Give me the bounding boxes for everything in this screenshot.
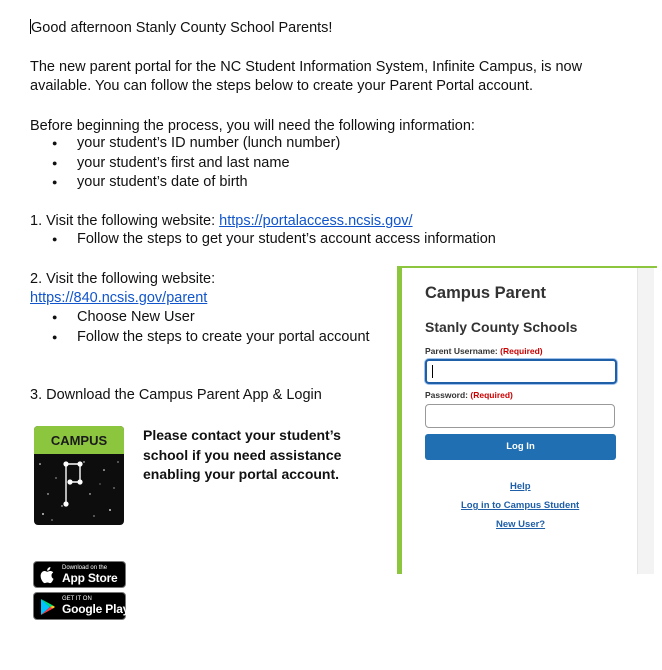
list-item: ● your student’s first and last name: [52, 154, 340, 174]
panel-accent-bar: [397, 266, 402, 574]
step1: [30, 213, 413, 229]
login-button[interactable]: Log In: [425, 434, 616, 460]
required-marker: (Required): [500, 346, 543, 356]
panel-top-border: [402, 266, 657, 268]
password-label: [425, 390, 513, 400]
app-icon-label: CAMPUS: [50, 433, 108, 448]
parent-portal-link[interactable]: https://840.ncsis.gov/parent: [30, 290, 208, 306]
portalaccess-link[interactable]: https://portalaccess.ncsis.gov/: [219, 213, 413, 229]
step1-list: [52, 230, 496, 250]
new-user-link[interactable]: New User?: [496, 519, 546, 530]
before-text: Before beginning the process, you will need the following information:: [30, 118, 475, 134]
list-item: ● Follow the steps to get your student’s account access information: [52, 230, 496, 250]
step1-text: 1. Visit the following website:: [30, 213, 220, 229]
step2-text: 2. Visit the following website:: [30, 271, 216, 287]
username-input[interactable]: [425, 359, 617, 384]
required-marker: (Required): [470, 390, 513, 400]
campus-parent-login-panel: [397, 266, 657, 574]
contact-message: Please contact your student’s school if you need assistance enabling your portal account.: [143, 427, 342, 482]
campus-app-icon[interactable]: [34, 426, 124, 525]
google-play-badge[interactable]: [33, 592, 130, 620]
appstore-small-text: Download on the: [62, 565, 108, 571]
username-label: [425, 346, 543, 356]
list-item: ● your student’s date of birth: [52, 173, 340, 193]
list-item: ● Follow the steps to create your portal account: [52, 328, 370, 348]
campus-student-link[interactable]: Log in to Campus Student: [461, 500, 580, 511]
intro-line-1: The new parent portal for the NC Student Information System, Infinite Campus, is now: [30, 59, 583, 75]
password-input[interactable]: [425, 404, 615, 428]
password-label-text: Password:: [425, 390, 468, 400]
input-cursor: [432, 365, 433, 378]
help-link[interactable]: Help: [510, 481, 531, 492]
username-label-text: Parent Username:: [425, 346, 498, 356]
panel-scrollbar[interactable]: [637, 268, 654, 574]
googleplay-big-text: Google Play: [62, 602, 130, 616]
requirements-list: [52, 134, 340, 193]
step3-text: 3. Download the Campus Parent App & Login: [30, 387, 322, 403]
greeting: [30, 19, 332, 36]
list-item: ● your student’s ID number (lunch number): [52, 134, 340, 154]
constellation-icon: [34, 454, 124, 525]
step2-link-line: [30, 290, 207, 306]
list-item: ● Choose New User: [52, 308, 370, 328]
school-name: Stanly County Schools: [425, 319, 578, 335]
googleplay-small-text: GET IT ON: [62, 596, 92, 602]
google-play-icon: [40, 598, 56, 616]
greeting-text: Good afternoon Stanly County School Parents!: [31, 20, 333, 36]
appstore-big-text: App Store: [62, 571, 118, 585]
portal-title: Campus Parent: [425, 284, 547, 302]
app-store-badge[interactable]: [33, 561, 126, 588]
apple-icon: [40, 566, 56, 584]
step2-list: [52, 308, 370, 347]
intro-line-2: available. You can follow the steps below to create your Parent Portal account.: [30, 78, 533, 94]
